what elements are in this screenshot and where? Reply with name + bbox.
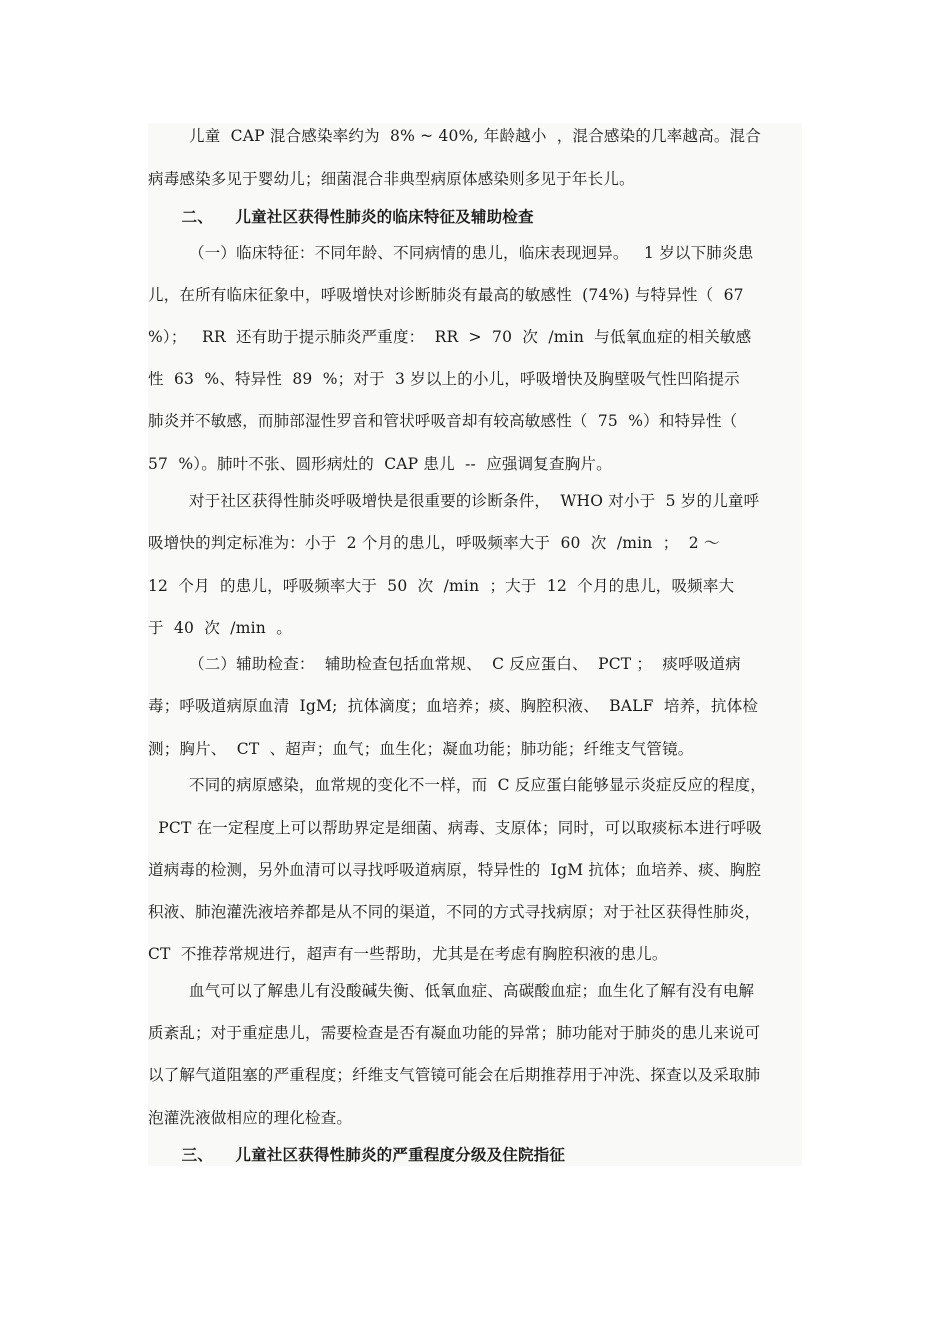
document-text-area — [148, 123, 802, 1166]
text-line: 道病毒的检测，另外血清可以寻找呼吸道病原，特异性的 IgM 抗体；血培养、痰、胸腔 — [148, 861, 762, 879]
text-line: （二）辅助检查： 辅助检查包括血常规、 C 反应蛋白、 PCT ； 痰呼吸道病 — [148, 655, 741, 673]
text-line: 毒；呼吸道病原血清 IgM; 抗体滴度；血培养；痰、胸腔积液、 BALF 培养，抗体检 — [148, 697, 759, 715]
section-heading: 三、 儿童社区获得性肺炎的严重程度分级及住院指征 — [148, 1146, 566, 1164]
text-line: 57 %）。肺叶不张、圆形病灶的 CAP 患儿 -- 应强调复查胸片。 — [148, 455, 612, 473]
text-line: %）； RR 还有助于提示肺炎严重度： RR > 70 次 /min 与低氧血症的相关敏感 — [148, 328, 752, 346]
text-line: 质紊乱；对于重症患儿，需要检查是否有凝血功能的异常；肺功能对于肺炎的患儿来说可 — [148, 1024, 761, 1042]
section-heading: 二、 儿童社区获得性肺炎的临床特征及辅助检查 — [148, 208, 534, 226]
text-line: 吸增快的判定标准为：小于 2 个月的患儿，呼吸频率大于 60 次 /min ； 2 ～ — [148, 534, 720, 552]
text-line: PCT 在一定程度上可以帮助界定是细菌、病毒、支原体；同时，可以取痰标本进行呼吸 — [148, 819, 762, 837]
text-line: 12 个月 的患儿，呼吸频率大于 50 次 /min ；大于 12 个月的患儿，吸频率大 — [148, 577, 735, 595]
text-line: 于 40 次 /min 。 — [148, 619, 292, 637]
text-line: 肺炎并不敏感，而肺部湿性罗音和管状呼吸音却有较高敏感性（ 75 %）和特异性（ — [148, 412, 738, 430]
text-line: 对于社区获得性肺炎呼吸增快是很重要的诊断条件， WHO 对小于 5 岁的儿童呼 — [148, 492, 760, 510]
text-line: CT 不推荐常规进行，超声有一些帮助，尤其是在考虑有胸腔积液的患儿。 — [148, 945, 668, 963]
text-line: 儿，在所有临床征象中，呼吸增快对诊断肺炎有最高的敏感性 (74%) 与特异性（ 67 — [148, 286, 744, 304]
text-line: 血气可以了解患儿有没酸碱失衡、低氧血症、高碳酸血症；血生化了解有没有电解 — [148, 982, 755, 1000]
text-line: 性 63 %、特异性 89 %；对于 3 岁以上的小儿，呼吸增快及胸壁吸气性凹陷提示 — [148, 370, 740, 388]
text-line: 积液、肺泡灌洗液培养都是从不同的渠道，不同的方式寻找病原；对于社区获得性肺炎， — [148, 903, 761, 921]
text-line: 测；胸片、 CT 、超声；血气；血生化；凝血功能；肺功能；纤维支气管镜。 — [148, 740, 694, 758]
text-line: 以了解气道阻塞的严重程度；纤维支气管镜可能会在后期推荐用于冲洗、探查以及采取肺 — [148, 1066, 761, 1084]
text-line: 泡灌洗液做相应的理化检查。 — [148, 1109, 353, 1127]
text-line: 儿童 CAP 混合感染率约为 8% ~ 40%, 年龄越小 ，混合感染的几率越高。混合 — [148, 127, 761, 145]
text-line: （一）临床特征：不同年龄、不同病情的患儿，临床表现迥异。 1 岁以下肺炎患 — [148, 244, 754, 262]
text-line: 不同的病原感染，血常规的变化不一样，而 C 反应蛋白能够显示炎症反应的程度， — [148, 776, 766, 794]
text-line: 病毒感染多见于婴幼儿；细菌混合非典型病原体感染则多见于年长儿。 — [148, 170, 635, 188]
